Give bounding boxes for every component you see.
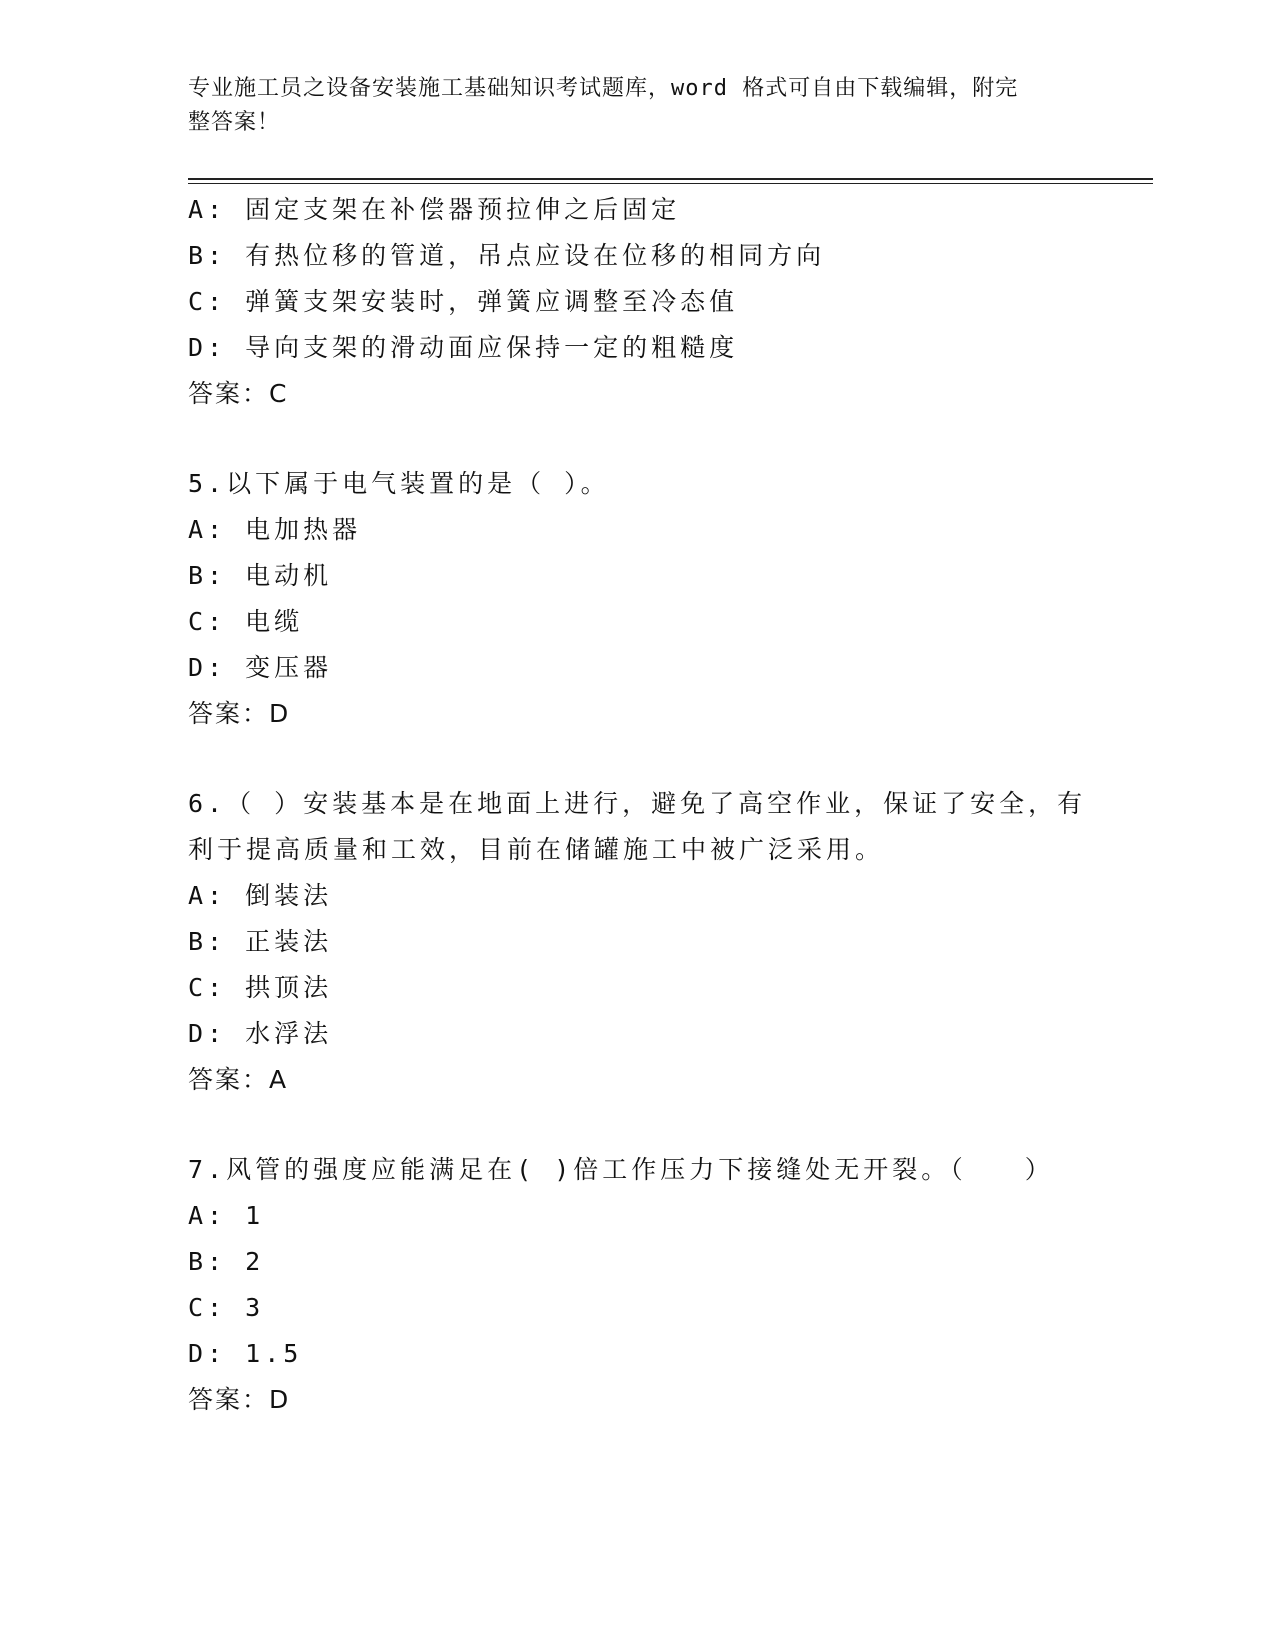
option-a: A: 固定支架在补偿器预拉伸之后固定 xyxy=(188,195,681,224)
question-block-4 xyxy=(188,187,1088,417)
option-c: C: 电缆 xyxy=(188,607,304,636)
question-block-6 xyxy=(188,781,1088,1103)
option-d: D: 水浮法 xyxy=(188,1019,333,1048)
option-c: C: 拱顶法 xyxy=(188,973,333,1002)
header-line-2: 整答案！ xyxy=(188,110,281,135)
question-text-line-1: 6.（ ）安装基本是在地面上进行，避免了高空作业，保证了安全，有 xyxy=(188,789,1087,818)
answer: 答案：D xyxy=(188,699,291,728)
option-d: D: 1.5 xyxy=(188,1339,303,1368)
option-b: B: 2 xyxy=(188,1247,265,1276)
option-a: A: 倒装法 xyxy=(188,881,333,910)
header-divider-thick xyxy=(188,178,1153,180)
question-block-7 xyxy=(188,1147,1088,1423)
answer: 答案：D xyxy=(188,1385,291,1414)
option-d: D: 导向支架的滑动面应保持一定的粗糙度 xyxy=(188,333,739,362)
header-line-1: 专业施工员之设备安装施工基础知识考试题库，word 格式可自由下载编辑，附完 xyxy=(188,76,1019,101)
question-text xyxy=(188,781,1088,873)
document-header xyxy=(188,72,1068,140)
answer: 答案：C xyxy=(188,379,289,408)
header-divider-thin xyxy=(188,183,1153,184)
document-body xyxy=(188,187,1088,1423)
question-text: 5.以下属于电气装置的是（ ）。 xyxy=(188,469,610,498)
question-text: 7.风管的强度应能满足在( )倍工作压力下接缝处无开裂。（ ） xyxy=(188,1155,1054,1184)
option-b: B: 电动机 xyxy=(188,561,333,590)
option-a: A: 电加热器 xyxy=(188,515,362,544)
option-c: C: 3 xyxy=(188,1293,265,1322)
question-text-line-2: 利于提高质量和工效，目前在储罐施工中被广泛采用。 xyxy=(188,835,885,864)
question-block-5 xyxy=(188,461,1088,737)
option-d: D: 变压器 xyxy=(188,653,333,682)
option-b: B: 正装法 xyxy=(188,927,333,956)
option-c: C: 弹簧支架安装时，弹簧应调整至冷态值 xyxy=(188,287,739,316)
answer: 答案：A xyxy=(188,1065,289,1094)
option-a: A: 1 xyxy=(188,1201,265,1230)
option-b: B: 有热位移的管道，吊点应设在位移的相同方向 xyxy=(188,241,826,270)
